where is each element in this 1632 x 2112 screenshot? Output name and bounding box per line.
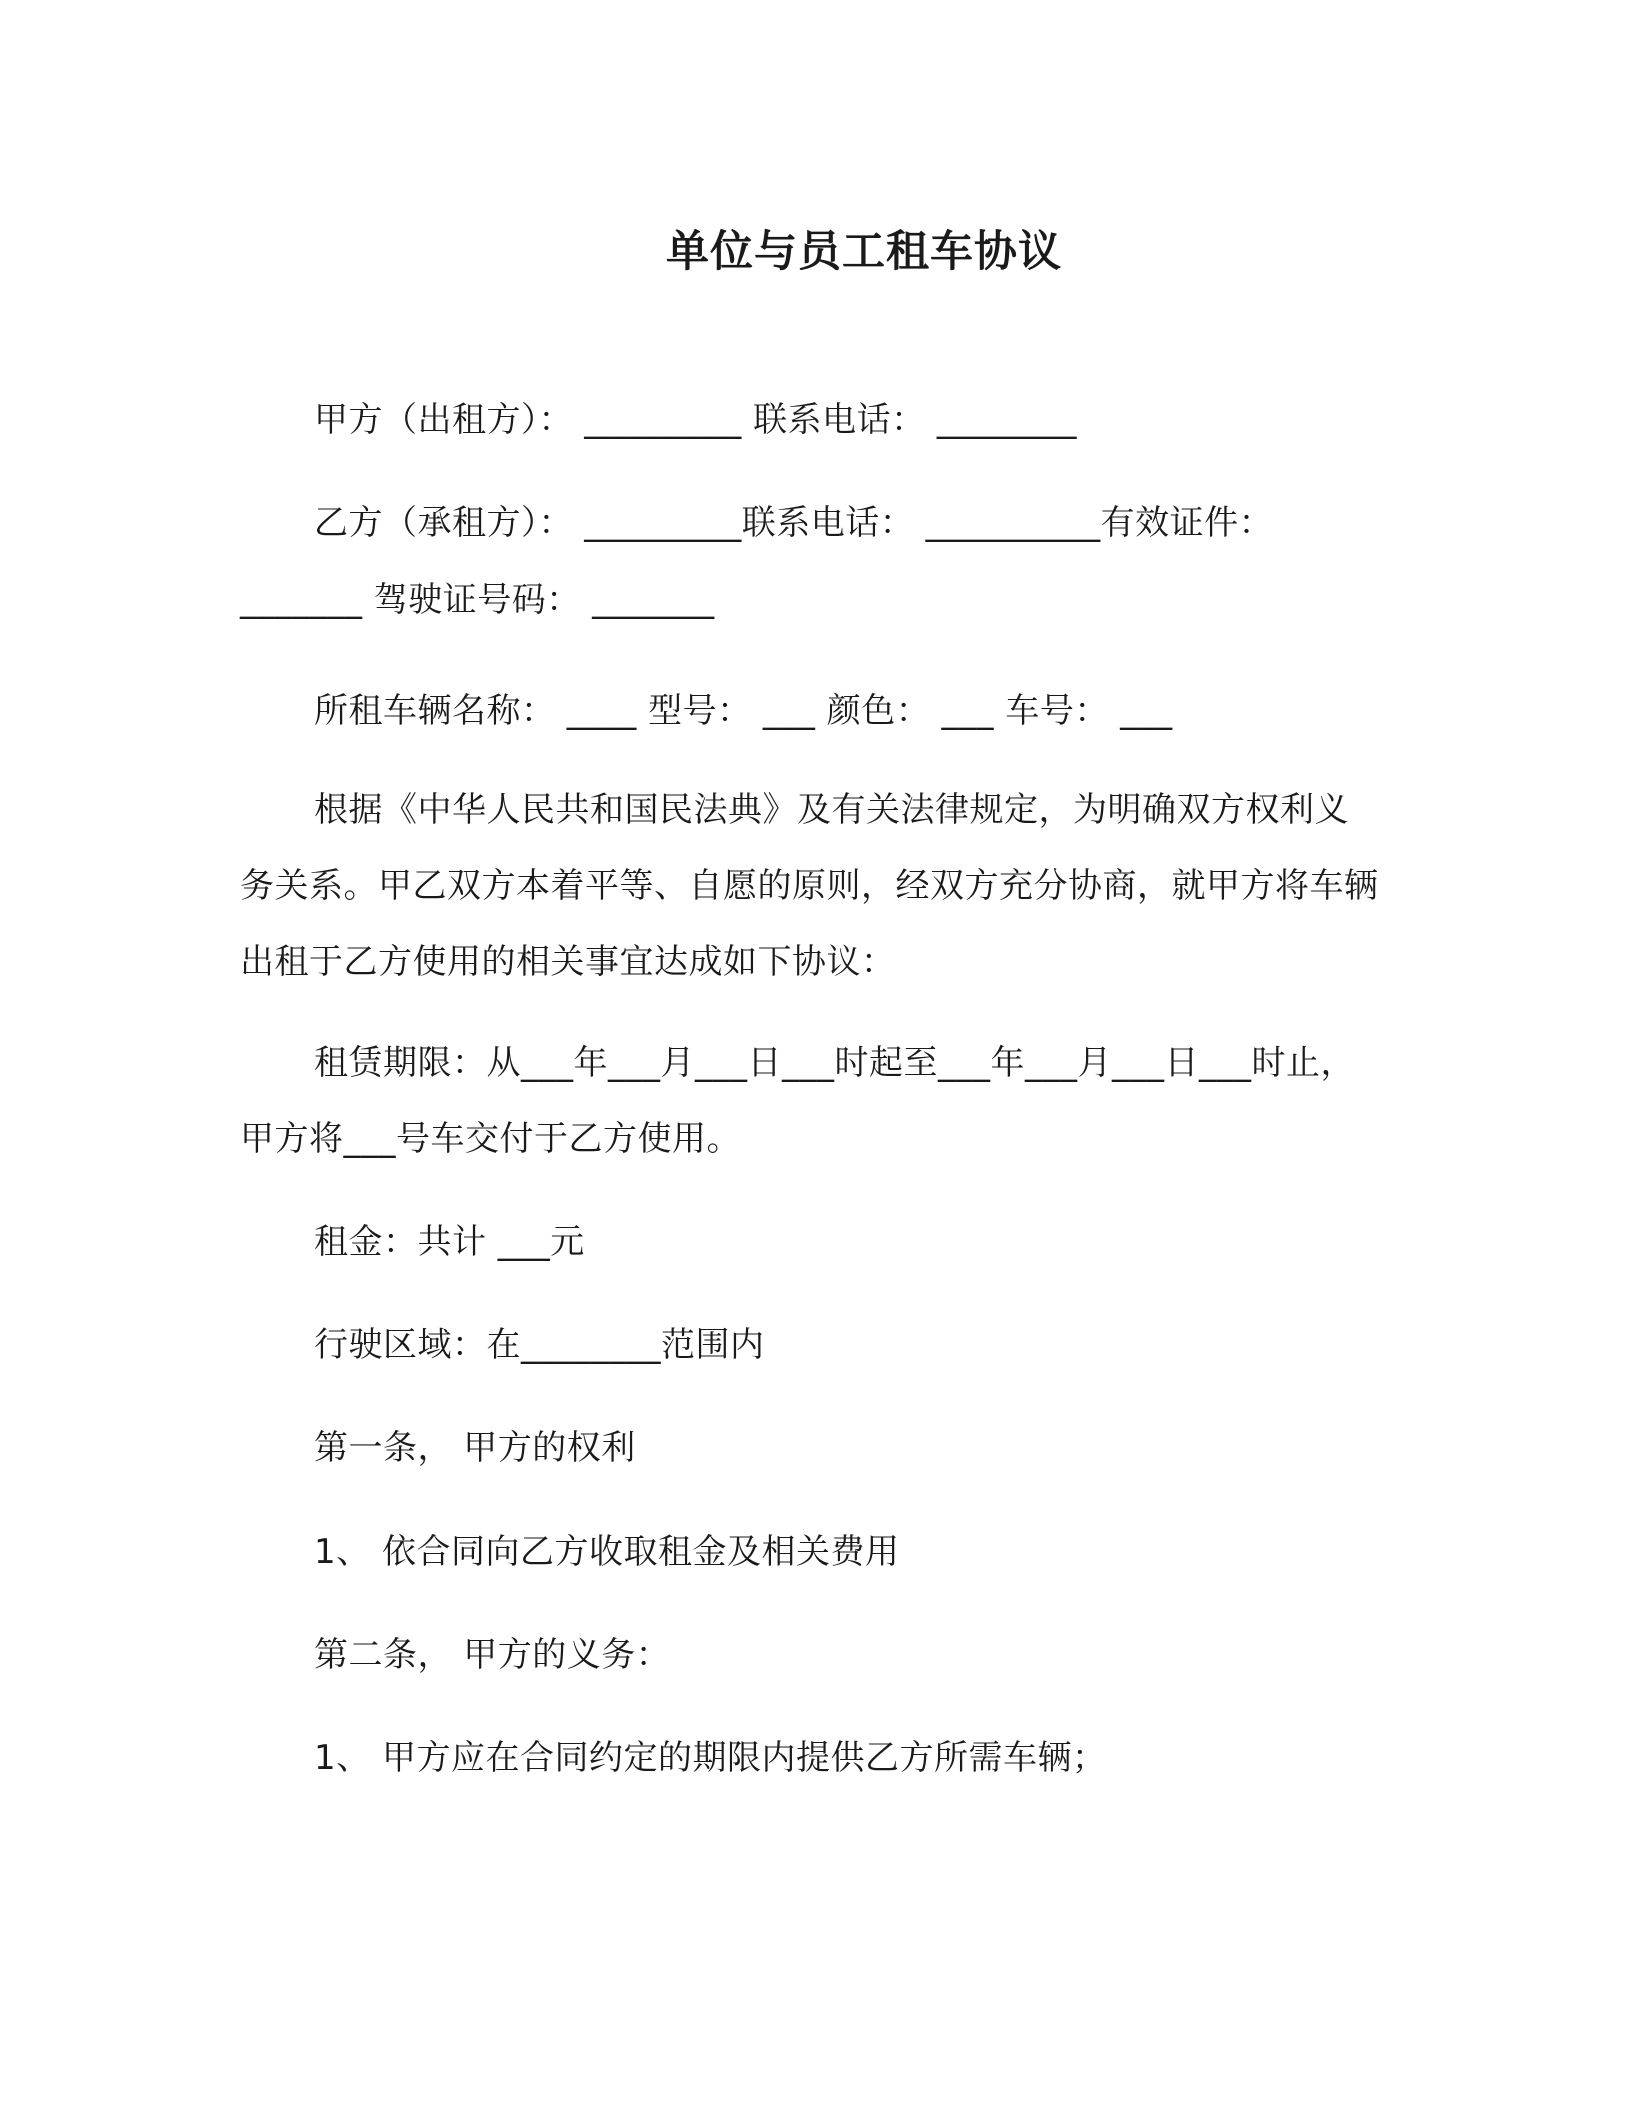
party-a-line: 甲方（出租方）： _________ 联系电话： ________ [314, 400, 1077, 440]
driving-area-line: 行驶区域：在________范围内 [314, 1325, 765, 1365]
preamble-paragraph: 根据《中华人民共和国民法典》及有关法律规定，为明确双方权利义务关系。甲乙双方本着平等、自愿的原则，经双方充分协商，就甲方将车辆出租于乙方使用的相关事宜达成如下协议： [240, 790, 1379, 982]
document-title: 单位与员工租车协议 [666, 227, 1062, 277]
lease-term-paragraph: 租赁期限：从___年___月___日___时起至___年___月___日___时止，甲方将___号车交付于乙方使用。 [240, 1043, 1355, 1159]
article-1-title: 第一条， 甲方的权利 [314, 1428, 636, 1468]
article-2-item-1: 1、 甲方应在合同约定的期限内提供乙方所需车辆； [314, 1738, 1107, 1778]
rent-line: 租金：共计 ___元 [314, 1222, 585, 1262]
party-b-line-2: _______ 驾驶证号码： _______ [240, 580, 715, 620]
party-b-line-1: 乙方（承租方）： _________联系电话： __________有效证件： [314, 503, 1274, 543]
article-1-item-1: 1、 依合同向乙方收取租金及相关费用 [314, 1532, 900, 1572]
article-2-title: 第二条， 甲方的义务： [314, 1635, 671, 1675]
vehicle-info-line: 所租车辆名称： ____ 型号： ___ 颜色： ___ 车号： ___ [314, 691, 1173, 731]
